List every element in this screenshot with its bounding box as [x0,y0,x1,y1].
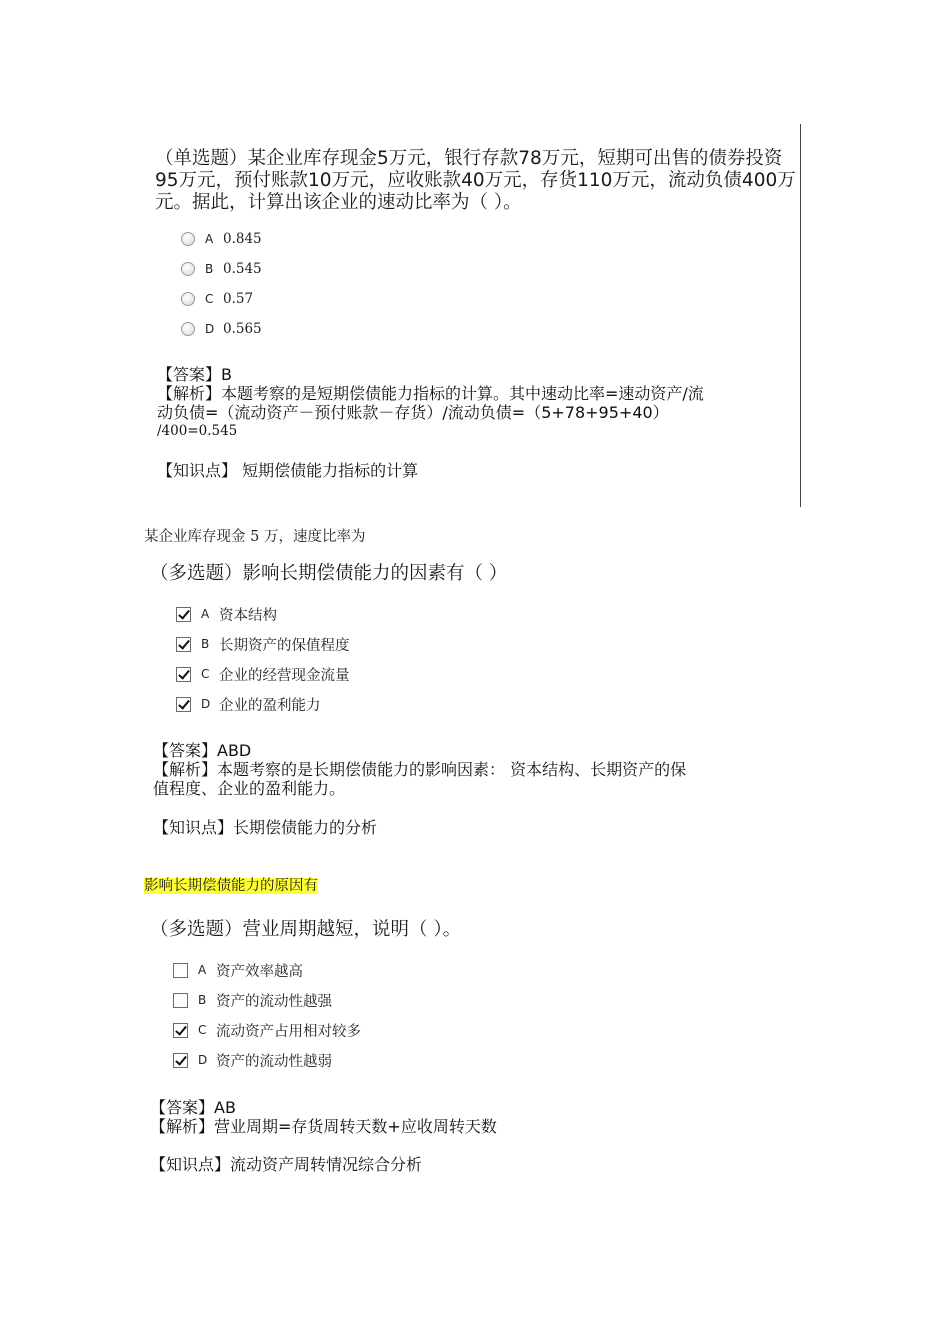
q1-title-line: （单选题）某企业库存现金5万元，银行存款78万元，短期可出售的债券投资 [155,148,783,169]
option-text: 0.57 [223,291,254,307]
q1-answer: 【答案】B [157,365,232,384]
q2-title: （多选题）影响长期偿债能力的因素有（ ） [150,563,508,584]
q3-knowledge: 【知识点】流动资产周转情况综合分析 [150,1155,423,1174]
q3-option-b[interactable] [173,989,332,1011]
q2-option-a[interactable] [176,603,277,625]
checkbox[interactable] [176,667,191,682]
option-text: 0.845 [223,231,262,247]
q2-analysis-line: 值程度、企业的盈利能力。 [153,779,346,798]
checkbox[interactable] [173,1023,188,1038]
checkbox[interactable] [176,607,191,622]
option-text: 长期资产的保值程度 [219,637,350,654]
q2-option-d[interactable] [176,693,321,715]
q1-title-line: 元。据此，计算出该企业的速动比率为（ ）。 [155,192,522,213]
option-text: 资产的流动性越弱 [216,1053,332,1070]
radio-button[interactable] [181,262,195,276]
q1-answer-block [157,365,704,441]
q1-analysis-line: 动负债=（流动资产－预付账款－存货）/流动负债=（5+78+95+40） [157,403,669,422]
q3-title: （多选题）营业周期越短，说明（ ）。 [150,919,462,940]
note-text: 某企业库存现金 5 万，速度比率为 [144,529,366,545]
q2-knowledge: 【知识点】长期偿债能力的分析 [153,818,378,837]
q1-knowledge: 【知识点】 短期偿债能力指标的计算 [157,461,419,480]
option-text: 流动资产占用相对较多 [216,1023,361,1040]
option-text: 资产效率越高 [216,963,303,980]
q3-answer-block [150,1098,497,1136]
radio-button[interactable] [181,232,195,246]
q2-option-b[interactable] [176,633,350,655]
option-text: 企业的盈利能力 [219,697,321,714]
q2-answer-block [153,741,686,798]
option-text: 0.545 [223,261,262,277]
option-letter: D [205,322,215,336]
q3-option-c[interactable] [173,1019,361,1041]
option-text: 资产的流动性越强 [216,993,332,1010]
highlight-text: 影响长期偿债能力的原因有 [144,878,318,894]
option-letter: A [198,963,207,977]
question-frame-rule [800,124,801,507]
option-letter: A [205,232,214,246]
q2-answer: 【答案】ABD [153,741,252,760]
option-letter: C [205,292,214,306]
checkbox[interactable] [173,963,188,978]
checkbox[interactable] [173,1053,188,1068]
option-letter: B [198,993,207,1007]
option-text: 企业的经营现金流量 [219,667,350,684]
radio-button[interactable] [181,322,195,336]
q3-option-d[interactable] [173,1049,332,1071]
q2-option-c[interactable] [176,663,350,685]
option-letter: C [201,667,210,681]
option-letter: B [205,262,214,276]
option-letter: A [201,607,210,621]
highlighted-note [144,874,318,895]
option-text: 资本结构 [219,607,277,624]
q3-option-a[interactable] [173,959,303,981]
q1-option-b[interactable] [181,258,262,280]
option-text: 0.565 [223,321,262,337]
checkbox[interactable] [176,637,191,652]
option-letter: C [198,1023,207,1037]
checkbox[interactable] [173,993,188,1008]
checkbox[interactable] [176,697,191,712]
q1-option-d[interactable] [181,318,262,340]
q3-analysis: 【解析】营业周期=存货周转天数+应收周转天数 [150,1117,497,1136]
option-letter: B [201,637,210,651]
option-letter: D [198,1053,208,1067]
q1-analysis-line: /400=0.545 [157,423,238,439]
q1-option-a[interactable] [181,228,262,250]
q2-analysis-line: 【解析】本题考察的是长期偿债能力的影响因素： 资本结构、长期资产的保 [153,760,687,779]
q3-answer: 【答案】AB [150,1098,236,1117]
q1-title-line: 95万元，预付账款10万元，应收账款40万元，存货110万元，流动负债400万 [155,170,796,191]
option-letter: D [201,697,211,711]
q1-title [155,148,796,214]
radio-button[interactable] [181,292,195,306]
q1-option-c[interactable] [181,288,253,310]
q1-analysis-line: 【解析】本题考察的是短期偿债能力指标的计算。其中速动比率=速动资产/流 [157,384,704,403]
